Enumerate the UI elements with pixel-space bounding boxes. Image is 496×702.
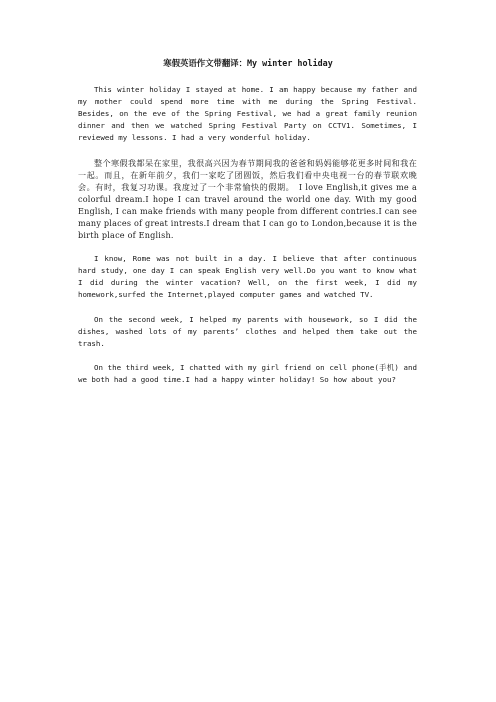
- paragraph-stay-home: This winter holiday I stayed at home. I am happy because my father and my mother could spend more time with me during the Spring Festival. Besides, on the eve of the Spring Festival, we had a great family reunion dinner and then we watched Spring Festival Party on CCTV1. Sometimes, I reviewed my lessons. I had a very wonderful holiday.: [78, 85, 417, 142]
- document-body: [78, 84, 417, 399]
- document-title: 寒假英语作文带翻译：My winter holiday: [163, 58, 333, 68]
- paragraph-first-week: I know, Rome was not built in a day. I believe that after continuous hard study, one day I can speak English very well.Do you want to know what I did during the winter vacation? Well, on the first week, I did my homework,surfed the Internet,played computer games and watched TV.: [78, 254, 417, 299]
- paragraph-second-week: On the second week, I helped my parents with housework, so I did the dishes, washed lots of my parents’ clothes and helped them take out the trash.: [78, 314, 417, 348]
- paragraph-chinese-translation-and-dream: 整个寒假我都呆在家里，我很高兴因为春节期间我的爸爸和妈妈能够花更多时间和我在一起。而且，在新年前夕，我们一家吃了团圆饭，然后我们看中央电视一台的春节联欢晚会。有时，我复习功课。我度过了一个非常愉快的假期。 I love English,it gives me a colorful dream.I hope I can travel around the world one day. With my good English, I can make friends with many people from different contries.I can see many places of great intrests.I dream that I can go to London,because it is the birth place of English.: [78, 157, 417, 240]
- paragraph-third-week: On the third week, I chatted with my girl friend on cell phone(手机) and we both had a good time.I had a happy winter holiday! So how about you?: [78, 363, 417, 384]
